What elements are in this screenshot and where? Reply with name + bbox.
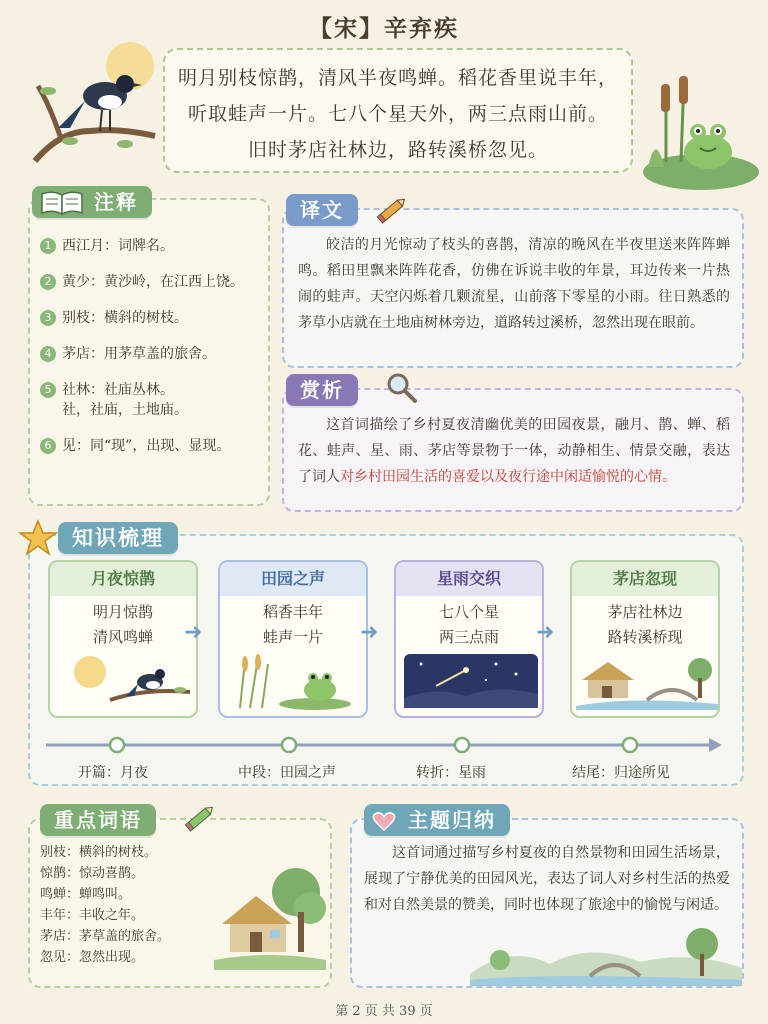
timeline-label: 结尾：归途所见 bbox=[572, 765, 670, 781]
list-item: 茅店：茅草盖的旅舍。 bbox=[40, 929, 171, 944]
card-title: 田园之声 bbox=[220, 562, 366, 596]
knowledge-title: 知识梳理 bbox=[58, 522, 178, 554]
translation-title: 译文 bbox=[286, 194, 358, 226]
appreciation-title: 赏析 bbox=[286, 374, 358, 406]
note-text bbox=[62, 380, 188, 420]
note-text-sub: 社，社庙，土地庙。 bbox=[62, 402, 188, 418]
number-badge: 1 bbox=[40, 238, 56, 254]
list-item: 丰年：丰收之年。 bbox=[40, 908, 145, 923]
card-title: 茅店忽现 bbox=[572, 562, 718, 596]
card-line: 稻香丰年 bbox=[262, 603, 323, 621]
timeline bbox=[44, 734, 724, 756]
page-number: 第 2 页 共 39 页 bbox=[335, 1004, 433, 1019]
poem-line: 旧时茅店社林边，路转溪桥忽见。 bbox=[247, 139, 548, 161]
appreciation-text bbox=[298, 412, 730, 490]
notes-title: 注释 bbox=[32, 186, 152, 218]
magpie-moon-icon bbox=[50, 650, 198, 710]
timeline-label: 开篇：月夜 bbox=[78, 765, 148, 781]
night-sky-icon bbox=[396, 650, 544, 710]
appreciation-highlight: 对乡村田园生活的喜爱以及夜行途中闲适愉悦的心情。 bbox=[340, 469, 676, 485]
landscape-icon bbox=[470, 924, 742, 986]
card-line: 清风鸣蝉 bbox=[92, 628, 153, 646]
poem-box bbox=[163, 48, 633, 173]
frog-illustration bbox=[636, 72, 761, 197]
notes-list bbox=[40, 236, 266, 472]
list-item: 鸣蝉：蝉鸣叫。 bbox=[40, 887, 132, 902]
note-text: 见：同“现”，出现、显现。 bbox=[62, 438, 231, 454]
magnifier-icon bbox=[384, 370, 418, 404]
list-item bbox=[40, 344, 266, 364]
card-line: 七八个星 bbox=[438, 603, 499, 621]
list-item bbox=[40, 236, 266, 256]
knowledge-card bbox=[218, 560, 368, 718]
list-item: 忽见：忽然出现。 bbox=[40, 950, 145, 965]
frog-rice-icon bbox=[220, 650, 368, 710]
number-badge: 4 bbox=[40, 346, 56, 362]
theme-text: 这首词通过描写乡村夏夜的自然景物和田园生活场景，展现了宁静优美的田园风光，表达了词人对乡村生活的热爱和对自然美景的赞美，同时也体现了旅途中的愉悦与闲适。 bbox=[364, 845, 730, 913]
note-text: 别枝：横斜的树枝。 bbox=[62, 310, 188, 326]
timeline-label: 转折：星雨 bbox=[416, 765, 486, 781]
list-item bbox=[40, 436, 266, 456]
keywords-title: 重点词语 bbox=[40, 804, 156, 836]
number-badge: 3 bbox=[40, 310, 56, 326]
knowledge-card bbox=[394, 560, 544, 718]
note-text-main: 社林：社庙丛林。 bbox=[62, 382, 174, 398]
knowledge-card bbox=[570, 560, 720, 718]
cottage-bridge-icon bbox=[572, 650, 720, 710]
list-item bbox=[40, 308, 266, 328]
knowledge-card bbox=[48, 560, 198, 718]
timeline-label: 中段：田园之声 bbox=[238, 765, 336, 781]
translation-text: 皎洁的月光惊动了枝头的喜鹊，清凉的晚风在半夜里送来阵阵蝉鸣。稻田里飘来阵阵花香，仿佛在诉说丰收的年景，耳边传来一片热闹的蛙声。天空闪烁着几颗流星，山前落下零星的小雨。往日熟悉的茅草小店就在土地庙树林旁边，道路转过溪桥，忽然出现在眼前。 bbox=[298, 237, 730, 331]
list-item bbox=[40, 380, 266, 420]
card-line: 茅店社林边 bbox=[607, 603, 683, 621]
magpie-illustration bbox=[30, 36, 160, 166]
list-item: 别枝：横斜的树枝。 bbox=[40, 845, 158, 860]
pencil-icon bbox=[376, 192, 410, 226]
arrow-right-icon: ➜ bbox=[536, 620, 555, 645]
heart-icon bbox=[372, 810, 396, 832]
list-item bbox=[40, 272, 266, 292]
arrow-right-icon: ➜ bbox=[360, 620, 379, 645]
keywords-list bbox=[40, 842, 220, 968]
note-text: 茅店：用茅草盖的旅舍。 bbox=[62, 346, 216, 362]
theme-title: 主题归纳 bbox=[364, 804, 510, 836]
card-line: 明月惊鹊 bbox=[92, 603, 153, 621]
number-badge: 6 bbox=[40, 438, 56, 454]
list-item: 惊鹊：惊动喜鹊。 bbox=[40, 866, 145, 881]
appreciation-body: 这首词描绘了乡村夏夜清幽优美的田园夜景，融月、鹊、蝉、稻花、蛙声、星、雨、茅店等景物于一体，动静相生、情景交融，表达了词人 bbox=[298, 417, 730, 485]
note-text: 西江月：词牌名。 bbox=[62, 238, 174, 254]
cottage-icon bbox=[214, 862, 326, 972]
card-title: 星雨交织 bbox=[396, 562, 542, 596]
poem-line: 听取蛙声一片。七八个星天外，两三点雨山前。 bbox=[187, 103, 608, 125]
book-icon bbox=[38, 188, 86, 216]
card-title: 月夜惊鹊 bbox=[50, 562, 196, 596]
number-badge: 2 bbox=[40, 274, 56, 290]
pencil-icon bbox=[184, 800, 218, 834]
poem-line: 明月别枝惊鹊，清风半夜鸣蝉。稻花香里说丰年， bbox=[177, 67, 618, 89]
page-title: 【宋】辛弃疾 bbox=[309, 15, 459, 42]
card-line: 蛙声一片 bbox=[262, 628, 323, 646]
note-text: 黄少：黄沙岭，在江西上饶。 bbox=[62, 274, 244, 290]
star-icon bbox=[18, 518, 58, 558]
card-line: 两三点雨 bbox=[438, 628, 499, 646]
card-line: 路转溪桥现 bbox=[607, 628, 683, 646]
number-badge: 5 bbox=[40, 382, 56, 398]
arrow-right-icon: ➜ bbox=[184, 620, 203, 645]
